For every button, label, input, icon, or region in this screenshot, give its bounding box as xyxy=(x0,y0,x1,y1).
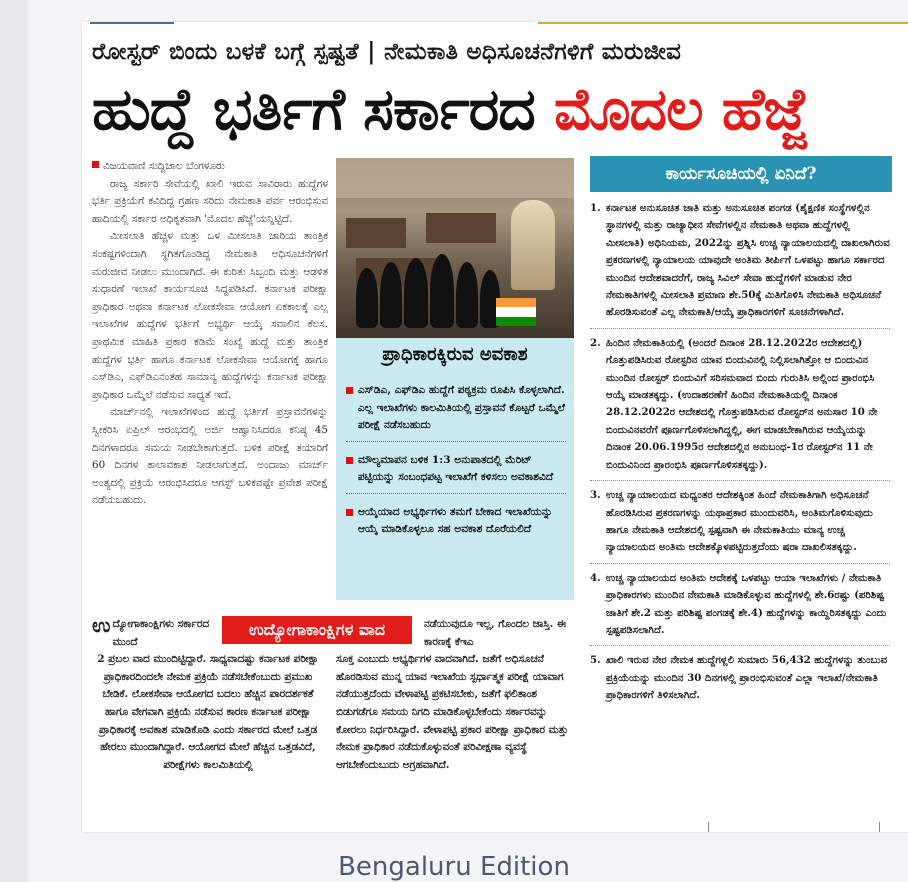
top-rule-right xyxy=(538,22,908,24)
aspirants-right-column: ನಡೆಯುವುದೂ ಇಲ್ಲ, ಗೊಂದಲ ಜಾಸ್ತಿ. ಈ ಕಾರಣಕ್ಕೆ ಕೆಇಎ ಸೂಕ್ತ ಎಂಬುದು ಅಭ್ಯರ್ಥಿಗಳ ವಾದವಾಗಿದೆ. ಜತೆಗೆ ಅಧಿಸೂಚನೆ ಹೊರಡಿಸುವ ಮುನ್ನ ಯಾವ ಇಲಾಖೆಯ ಸ್ಪರ್ಧಾತ್ಮಕ ಪರೀಕ್ಷೆ ಯಾವಾಗ ನಡೆಯುತ್ತದೆಂದು ವೇಳಾಪಟ್ಟಿ ಪ್ರಕಟಿಸಬೇಕು, ಜತೆಗೆ ಫಲಿತಾಂಶ ಬಿಡುಗಡೆಗೂ ಸಮಯ ನಿಗದಿ ಮಾಡಿಕೊಳ್ಳಬೇಕೆಂದು ಸರ್ಕಾರವನ್ನು ಕೋರಲು ನಿರ್ಧರಿಸಿದ್ದಾರೆ. ವೇಳಾಪಟ್ಟಿ ಪ್ರಕಾರ ಪರೀಕ್ಷಾ ಪ್ರಾಧಿಕಾರ ಮತ್ತು ನೇಮಕ ಪ್ರಾಧಿಕಾರ ನಡೆದುಕೊಳ್ಳುವಂತೆ ಪರಿವೀಕ್ಷಣಾ ವ್ಯವಸ್ಥೆ ಆಗಬೇಕೆಂದುಬುದು ಅಗ್ರಹವಾಗಿದೆ. xyxy=(336,616,572,774)
agenda-sidebar xyxy=(590,156,892,828)
kicker-line: ರೋಸ್ಟರ್ ಬಿಂದು ಬಳಕೆ ಬಗ್ಗೆ ಸ್ಪಷ್ಟತೆ | ನೇಮಕಾತಿ ಅಧಿಸೂಚನೆಗಳಿಗೆ ಮರುಜೀವ xyxy=(92,38,682,65)
article-paragraph: ಮೀಸಲಾತಿ ಹೆಚ್ಚಳ ಮತ್ತು ಒಳ ಮೀಸಲಾತಿ ಜಾರಿಯ ತಾಂತ್ರಿಕ ಸಂಕಷ್ಟಗಳಿಂದಾಗಿ ಸ್ಥಗಿತಗೊಂಡಿದ್ದ ನೇಮಕಾತಿ ಅಧಿಸೂಚನೆಗಳಿಗೆ ಮರುಜೀವ ನೀಡಲು ಮುಂದಾಗಿದೆ. ಈ ಕುರಿತು ಸಿಬ್ಬಂದಿ ಮತ್ತು ಆಡಳಿತ ಸುಧಾರಣೆ ಇಲಾಖೆ ಕಾರ್ಯಸೂಚಿ ಸಿದ್ಧಪಡಿಸಿದೆ. ಕರ್ನಾಟಕ ಪರೀಕ್ಷಾ ಪ್ರಾಧಿಕಾರ ಅಥವಾ ಕರ್ನಾಟಕ ಲೋಕಸೇವಾ ಆಯೋಗ ಏಕಕಾಲಕ್ಕೆ ಎಲ್ಲ ಇಲಾಖೆಗಳ ಹುದ್ದೆಗಳ ಭರ್ತಿಗೆ ಅಭ್ಯರ್ಥಿ ಆಯ್ಕೆ ಸವಾಲಿನ ಕೆಲಸ. ಪ್ರಾಥಮಿಕ ಮಾಹಿತಿ ಪ್ರಕಾರ ಕಡಿಮೆ ಸಂಖ್ಯೆ ಹುದ್ದೆ ಮತ್ತು ತಾಂತ್ರಿಕ ಹುದ್ದೆಗಳ ಭರ್ತಿ ಹಾಗೂ ಕರ್ನಾಟಕ ಲೋಕಸೇವಾ ಆಯೋಗಕ್ಕೆ ಹಾಗೂ ಎಸ್‌ಡಿಎ, ಎಫ್‌ಡಿಎನಂತಹ ಸಾಮಾನ್ಯ ಹುದ್ದೆಗಳನ್ನು ಕರ್ನಾಟಕ ಪರೀಕ್ಷಾ ಪ್ರಾಧಿಕಾರ ಒಮ್ಮೆಲೆ ನಡೆಸುವ ಸಾಧ್ಯತೆ ಇದೆ. xyxy=(92,230,328,401)
list-item: ಎಸ್‌ಡಿಎ, ಎಫ್‌ಡಿಎ ಹುದ್ದೆಗೆ ಪಠ್ಯಕ್ರಮ ರೂಪಿಸಿ ಕೊಳ್ಳಲಾಗಿದೆ. ಎಲ್ಲ ಇಲಾಖೆಗಳು ಕಾಲಮಿತಿಯಲ್ಲಿ ಪ್ರಸ್ತಾವನೆ ಕೊಟ್ಟರೆ ಒಮ್ಮೆಲೆ ಪರೀಕ್ಷೆ ನಡೆಸಬಹುದು xyxy=(346,382,566,442)
red-square-icon xyxy=(346,457,353,464)
list-item: 1. ಕರ್ನಾಟಕ ಅನುಸೂಚಿತ ಜಾತಿ ಮತ್ತು ಅನುಸೂಚಿತ ಪಂಗಡ (ಶೈಕ್ಷಣಿಕ ಸಂಸ್ಥೆಗಳಲ್ಲಿನ ಸ್ಥಾನಗಳಲ್ಲಿ ಮತ್ತು ರಾಜ್ಯಾಧೀನ ಸೇವೆಗಳಲ್ಲಿನ ನೇಮಕಾತಿ ಅಥವಾ ಹುದ್ದೆಗಳಲ್ಲಿ ಮೀಸಲಾತಿ) ಅಧಿನಿಯಮ, 2022ನ್ನು ಪ್ರಶ್ನಿಸಿ ಉಚ್ಚ ನ್ಯಾಯಾಲಯದಲ್ಲಿ ದಾಖಲಾಗಿರುವ ಪ್ರಕರಣಗಳಲ್ಲಿ ನ್ಯಾಯಾಲಯ ಯಾವುದೇ ಅಂತಿಮ ತೀರ್ಪಿಗೆ ಒಳಪಟ್ಟು ಹಾಗೂ ಸರ್ಕಾರದ ಮುಂದಿನ ಆದೇಶವಾದರೆಗೆ, ರಾಜ್ಯ ಸಿವಿಲ್ ಸೇವಾ ಹುದ್ದೆಗಳಿಗೆ ಮಾಡುವ ನೇರ ನೇಮಕಾತಿಗಳಲ್ಲಿ ಮೀಸಲಾತಿ ಪ್ರಮಾಣ ಶೇ.50ಕ್ಕೆ ಮಿತಿಗೊಳಿಸಿ ನೇಮಕಾತಿ ಅಧಿಸೂಚನೆ ಹೊರಡಿಸುವಂತೆ ಎಲ್ಲ ನೇಮಕಾತಿ/ಆಯ್ಕೆ ಪ್ರಾಧಿಕಾರಗಳಿಗೆ ಸೂಚನೆಗಳಾಗಿದೆ. xyxy=(590,200,890,329)
newspaper-clipping xyxy=(82,22,908,832)
article-paragraph: ರಾಜ್ಯ ಸರ್ಕಾರಿ ಸೇವೆಯಲ್ಲಿ ಖಾಲಿ ಇರುವ ಸಾವಿರಾರು ಹುದ್ದೆಗಳ ಭರ್ತಿ ಪ್ರಕ್ರಿಯೆಗೆ ಕವಿದಿದ್ದ ಗ್ರಹಣ ಸರಿದು ನೇಮಕಾತಿ ಪರ್ವ ಆರಂಭಿಸುವ ಹಾದಿಯಲ್ಲಿ ಸರ್ಕಾರ ಅಧಿಕೃತವಾಗಿ 'ಮೊದಲ ಹೆಜ್ಜೆ'ಯನ್ನಿಟ್ಟಿದೆ. xyxy=(92,177,328,225)
headline-red-part: ಮೊದಲ ಹೆಜ್ಜೆ xyxy=(553,75,808,143)
red-square-icon xyxy=(92,161,99,168)
headline xyxy=(92,74,904,144)
top-rule-left xyxy=(90,22,174,24)
list-item: 4. ಉಚ್ಚ ನ್ಯಾಯಾಲಯದ ಅಂತಿಮ ಆದೇಶಕ್ಕೆ ಒಳಪಟ್ಟು ಆಯಾ ಇಲಾಖೆಗಳು / ನೇಮಕಾತಿ ಪ್ರಾಧಿಕಾರಗಳು ಮುಂದಿನ ನೇಮಕಾತಿ ಮಾಡಿಕೊಳ್ಳುವ ಹುದ್ದೆಗಳಲ್ಲಿ ಶೇ.6ರಷ್ಟು (ಪರಿಶಿಷ್ಟ ಜಾತಿಗೆ ಶೇ.2 ಮತ್ತು ಪರಿಶಿಷ್ಟ ಪಂಗಡಕ್ಕೆ ಶೇ.4) ಹುದ್ದೆಗಳನ್ನು ಕಾಯ್ದಿರಿಸತಕ್ಕದ್ದು ಎಂದು ಸ್ಪಷ್ಟಪಡಿಸಲಾಗಿದೆ. xyxy=(590,570,890,647)
article-paragraph: ಮಾರ್ಚ್‌ನಲ್ಲಿ ಇಲಾಖೆಗಳಿಂದ ಹುದ್ದೆ ಭರ್ತಿಗೆ ಪ್ರಸ್ತಾವನೆಗಳನ್ನು ಸ್ವೀಕರಿಸಿ ಏಪ್ರಿಲ್ ಆರಂಭದಲ್ಲಿ ಅರ್ಜಿ ಆಹ್ವಾನಿಸಿದರೂ ಕನಿಷ್ಠ 45 ದಿನಗಳಾದರೂ ಸಮಯ ನೀಡಬೇಕಾಗುತ್ತದೆ. ಬಳಿಕ ಪರೀಕ್ಷೆ ತಯಾರಿಗೆ 60 ದಿನಗಳ ಕಾಲಾವಕಾಶ ನೀಡಲಾಗುತ್ತದೆ. ಅಂದಾಜು ಮಾರ್ಚ್ ಅಂತ್ಯದಲ್ಲಿ ಪ್ರಕ್ರಿಯೆ ಆರಂಭಿಸಿದರೂ ಆಗಸ್ಟ್ ಬಳಿಕವಷ್ಟೇ ಪ್ರವೇಶ ಪರೀಕ್ಷೆ ನಡೆಯಬಹುದು. xyxy=(92,406,328,507)
authority-scope-box xyxy=(336,338,574,600)
sidebar-title: ಕಾರ್ಯಸೂಚಿಯಲ್ಲಿ ಏನಿದೆ? xyxy=(590,156,892,192)
list-item: 3. ಉಚ್ಚ ನ್ಯಾಯಾಲಯದ ಮಧ್ಯಂತರ ಆದೇಶಕ್ಕಿಂತ ಹಿಂದೆ ನೇಮಕಾತಿಗಾಗಿ ಅಧಿಸೂಚನೆ ಹೊರಡಿಸಿರುವ ಪ್ರಕರಣಗಳನ್ನು ಯಥಾಪ್ರಕಾರ ಮುಂದುವರಿಸಿ, ಅಂತಿಮಗೊಳಿಸುವುದು ಹಾಗೂ ನೇಮಕಾತಿ ಆದೇಶದಲ್ಲಿ ಸ್ಪಷ್ಟವಾಗಿ ಈ ನೇಮಕಾತಿಯು ಮಾನ್ಯ ಉಚ್ಚ ನ್ಯಾಯಾಲಯದ ಅಂತಿಮ ಆದೇಶಕ್ಕೊಳಪಟ್ಟಿರುತ್ತದೆಂದು ಷರಾ ದಾಖಲಿಸತಕ್ಕದ್ದು. xyxy=(590,487,890,564)
list-item: ಮೌಲ್ಯಮಾಪನ ಬಳಿಕ 1:3 ಅನುಪಾತದಲ್ಲಿ ಮೆರಿಟ್ ಪಟ್ಟಿಯನ್ನು ಸಂಬಂಧಪಟ್ಟ ಇಲಾಖೆಗೆ ಕಳಿಸಲು ಅವಕಾಶವಿದೆ xyxy=(346,452,566,494)
bottom-rule xyxy=(708,822,908,832)
red-square-icon xyxy=(346,387,353,394)
article-paragraph: 2 ಪ್ರಬಲ ವಾದ ಮುಂದಿಟ್ಟಿದ್ದಾರೆ. ಸಾಧ್ಯವಾದಷ್ಟು ಕರ್ನಾಟಕ ಪರೀಕ್ಷಾ ಪ್ರಾಧಿಕಾರದಿಂದಲೇ ನೇಮಕ ಪ್ರಕ್ರಿಯೆ ನಡೆಸಬೇಕೆಂಬುದು ಪ್ರಮುಖ ಬೇಡಿಕೆ. ಲೋಕಸೇವಾ ಆಯೋಗದ ಬದಲು ಹೆಚ್ಚಿನ ಪಾರದರ್ಶಕತೆ ಹಾಗೂ ವೇಗವಾಗಿ ಪ್ರಕ್ರಿಯೆ ನಡೆಸುವ ಕಾರಣ ಕರ್ನಾಟಕ ಪರೀಕ್ಷಾ ಪ್ರಾಧಿಕಾರಕ್ಕೆ ಅವಕಾಶ ಮಾಡಿಕೊಡಿ ಎಂದು ಸರ್ಕಾರದ ಮೇಲೆ ಒತ್ತಡ ಹೇರಲು ಮುಂದಾಗಿದ್ದಾರೆ. ಆಯೋಗದ ಮೇಲೆ ಹೆಚ್ಚಿನ ಒತ್ತಡವಿದೆ, ಪರೀಕ್ಷೆಗಳು ಕಾಲಮಿತಿಯಲ್ಲಿ xyxy=(97,653,319,771)
box-title: ಪ್ರಾಧಿಕಾರಕ್ಕಿರುವ ಅವಕಾಶ xyxy=(382,344,528,365)
flag-icon xyxy=(496,298,536,326)
article-paragraph: ಸೂಕ್ತ ಎಂಬುದು ಅಭ್ಯರ್ಥಿಗಳ ವಾದವಾಗಿದೆ. ಜತೆಗೆ ಅಧಿಸೂಚನೆ ಹೊರಡಿಸುವ ಮುನ್ನ ಯಾವ ಇಲಾಖೆಯ ಸ್ಪರ್ಧಾತ್ಮಕ ಪರೀಕ್ಷೆ ಯಾವಾಗ ನಡೆಯುತ್ತದೆಂದು ವೇಳಾಪಟ್ಟಿ ಪ್ರಕಟಿಸಬೇಕು, ಜತೆಗೆ ಫಲಿತಾಂಶ ಬಿಡುಗಡೆಗೂ ಸಮಯ ನಿಗದಿ ಮಾಡಿಕೊಳ್ಳಬೇಕೆಂದು ಸರ್ಕಾರವನ್ನು ಕೋರಲು ನಿರ್ಧರಿಸಿದ್ದಾರೆ. ವೇಳಾಪಟ್ಟಿ ಪ್ರಕಾರ ಪರೀಕ್ಷಾ ಪ್ರಾಧಿಕಾರ ಮತ್ತು ನೇಮಕ ಪ್ರಾಧಿಕಾರ ನಡೆದುಕೊಳ್ಳುವಂತೆ ಪರಿವೀಕ್ಷಣಾ ವ್ಯವಸ್ಥೆ ಆಗಬೇಕೆಂದುಬುದು ಅಗ್ರಹವಾಗಿದೆ. xyxy=(336,653,569,771)
list-item: 5. ಖಾಲಿ ಇರುವ ನೇರ ನೇಮಕ ಹುದ್ದೆಗಳ್ಲಲಿ ಸುಮಾರು 56,432 ಹುದ್ದೆಗಳನ್ನು ತುಂಬುವ ಪ್ರಕ್ರಿಯೆಯನ್ನು ಮುಂದಿನ 30 ದಿನಗಳಲ್ಲಿ ಪ್ರಾರಂಭಿಸುವಂತೆ ಎಲ್ಲಾ ಇಲಾಖೆ/ನೇಮಕಾತಿ ಪ್ರಾಧಿಕಾರಗಳಿಗೆ ತಿಳಿಸಲಾಗಿದೆ. xyxy=(590,654,888,702)
page-viewer xyxy=(28,0,908,882)
list-item: ಆಯ್ಕೆಯಾದ ಅಭ್ಯರ್ಥಿಗಳು ತಮಗೆ ಬೇಕಾದ ಇಲಾಖೆಯನ್ನು ಆಯ್ಕೆ ಮಾಡಿಕೊಳ್ಳಲೂ ಸಹ ಅವಕಾಶ ದೊರೆಯಲಿದೆ xyxy=(346,504,566,545)
dateline: ವಿಜಯವಾಣಿ ಸುದ್ದಿಜಾಲ ಬೆಂಗಳೂರು xyxy=(92,158,328,176)
office-photo xyxy=(336,158,574,338)
main-article xyxy=(92,158,328,510)
headline-black-part: ಹುದ್ದೆ ಭರ್ತಿಗೆ ಸರ್ಕಾರದ xyxy=(92,75,554,143)
edition-label: Bengaluru Edition xyxy=(338,852,570,882)
emblem-icon xyxy=(511,200,555,290)
box-list xyxy=(346,382,566,555)
red-square-icon xyxy=(346,509,353,516)
agenda-list xyxy=(590,200,890,717)
aspirants-left-column: ಉದ್ಯೋಗಾಕಾಂಕ್ಷಿಗಳು ಸರ್ಕಾರದ ಮುಂದೆ 2 ಪ್ರಬಲ ವಾದ ಮುಂದಿಟ್ಟಿದ್ದಾರೆ. ಸಾಧ್ಯವಾದಷ್ಟು ಕರ್ನಾಟಕ ಪರೀಕ್ಷಾ ಪ್ರಾಧಿಕಾರದಿಂದಲೇ ನೇಮಕ ಪ್ರಕ್ರಿಯೆ ನಡೆಸಬೇಕೆಂಬುದು ಪ್ರಮುಖ ಬೇಡಿಕೆ. ಲೋಕಸೇವಾ ಆಯೋಗದ ಬದಲು ಹೆಚ್ಚಿನ ಪಾರದರ್ಶಕತೆ ಹಾಗೂ ವೇಗವಾಗಿ ಪ್ರಕ್ರಿಯೆ ನಡೆಸುವ ಕಾರಣ ಕರ್ನಾಟಕ ಪರೀಕ್ಷಾ ಪ್ರಾಧಿಕಾರಕ್ಕೆ ಅವಕಾಶ ಮಾಡಿಕೊಡಿ ಎಂದು ಸರ್ಕಾರದ ಮೇಲೆ ಒತ್ತಡ ಹೇರಲು ಮುಂದಾಗಿದ್ದಾರೆ. ಆಯೋಗದ ಮೇಲೆ ಹೆಚ್ಚಿನ ಒತ್ತಡವಿದೆ, ಪರೀಕ್ಷೆಗಳು ಕಾಲಮಿತಿಯಲ್ಲಿ xyxy=(92,616,324,774)
section-banner: ಉದ್ಯೋಗಾಕಾಂಕ್ಷಿಗಳ ವಾದ xyxy=(222,616,412,644)
dropcap: ಉ xyxy=(92,613,111,637)
aspirants-section xyxy=(92,613,572,826)
list-item: 2. ಹಿಂದಿನ ನೇಮಕಾತಿಯಲ್ಲಿ (ಅಂದರೆ ದಿನಾಂಕ 28.12.2022ರ ಆದೇಶದಲ್ಲಿ) ಗೊತ್ತುಪಡಿಸಿರುವ ರೋಸ್ಟರಿನ ಯಾವ ಬಿಂದುವಿನಲ್ಲಿ ನಿಲ್ಲಿಸಲಾಗಿತ್ತೋ ಆ ಬಿಂದುವಿನ ಮುಂದಿನ ರೋಸ್ಟರ್ ಬಿಂದುವಿಗೆ ಸರಿಸಮವಾದ ಬಿಂದು ಗುರುತಿಸಿ ಅಲ್ಲಿಂದ ಪ್ರಾರಂಭಿಸಿ ಆಯ್ಕೆ ಮಾಡತಕ್ಕದ್ದು. (ಉದಾಹರಣೆಗೆ ಹಿಂದಿನ ನೇಮಕಾತಿಯಲ್ಲಿ ದಿನಾಂಕ 28.12.2022ರ ಆದೇಶದಲ್ಲಿ ಗೊತ್ತುಪಡಿಸಿರುವ ರೋಸ್ಟರ್‌ನ ಅನುಸಾರ 10 ನೇ ಬಿಂದುವಿನವರೆಗೆ ಪೂರ್ಣಗೊಳಿಸಲಾಗಿದ್ದಲ್ಲಿ, ಈಗ ಮಾಡಬೇಕಾಗಿರುವ ಆಯ್ಕೆಯನ್ನು ದಿನಾಂಕ 20.06.1995ರ ಆದೇಶದಲ್ಲಿನ ಅನುಬಂಧ-1ರ ರೋಸ್ಟರ್‌ನ 11 ನೇ ಬಿಂದುವಿನಿಂದ ಪ್ರಾರಂಭಿಸಿ ಪೂರ್ಣಗೊಳಿಸತಕ್ಕದ್ದು). xyxy=(590,335,890,481)
